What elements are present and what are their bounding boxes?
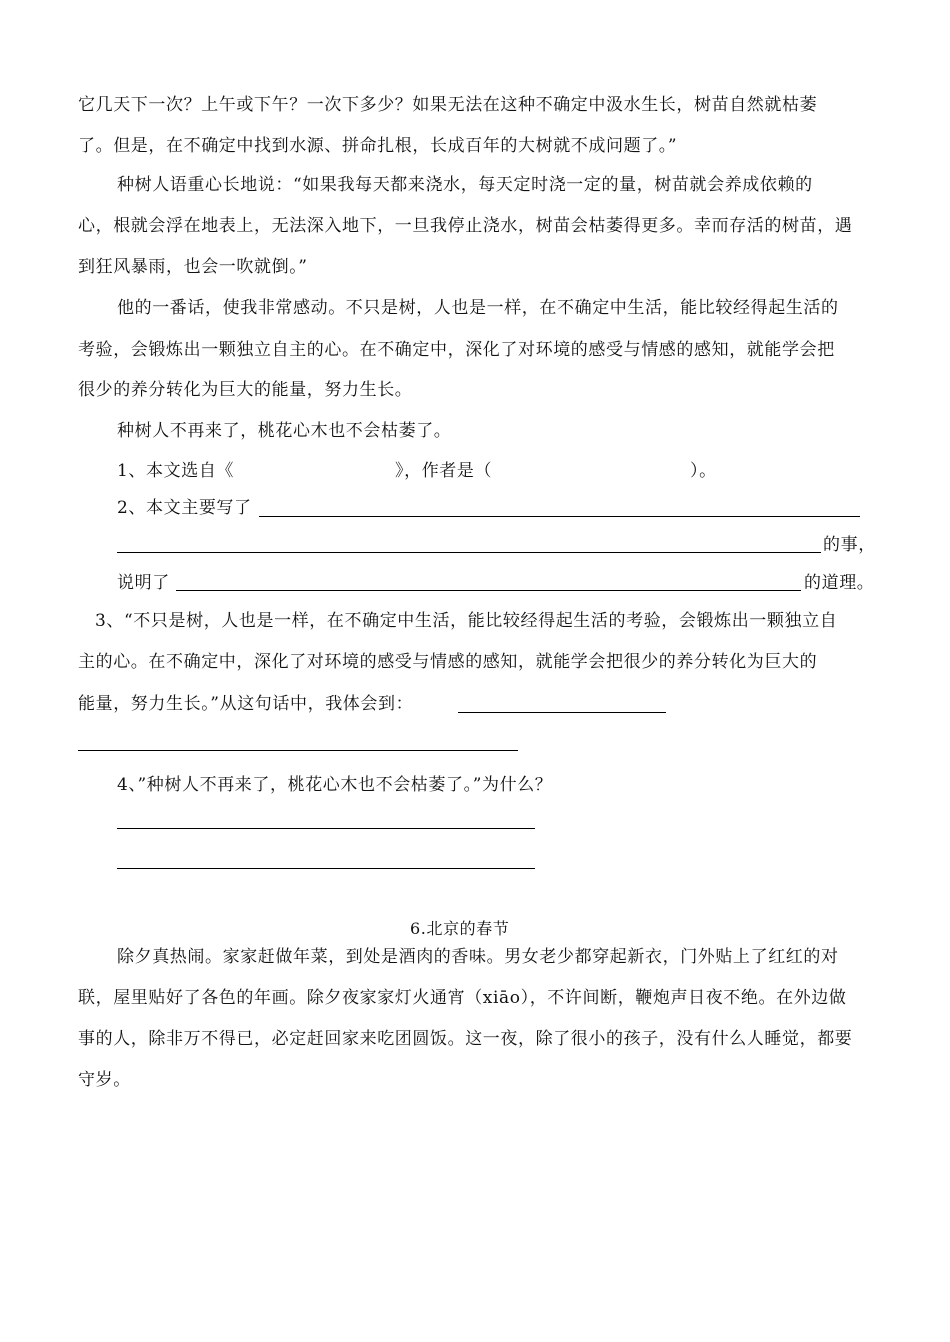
passage-line: 到狂风暴雨，也会一吹就倒。” xyxy=(78,257,308,277)
passage-line: 考验，会锻炼出一颗独立自主的心。在不确定中，深化了对环境的感受与情感的感知，就能学会把 xyxy=(78,340,835,360)
passage-line: 很少的养分转化为巨大的能量，努力生长。 xyxy=(78,380,413,400)
passage-line: 了。但是，在不确定中找到水源、拼命扎根，长成百年的大树就不成问题了。” xyxy=(78,136,678,156)
passage-line: 他的一番话，使我非常感动。不只是树，人也是一样，在不确定中生活，能比较经得起生活的 xyxy=(117,298,839,318)
question-3-text: 3、“不只是树，人也是一样，在不确定中生活，能比较经得起生活的考验，会锻炼出一颗独立自 xyxy=(95,611,838,631)
answer-line[interactable] xyxy=(117,552,821,553)
answer-line[interactable] xyxy=(259,516,860,517)
answer-line[interactable] xyxy=(117,828,535,829)
passage-line: 种树人语重心长地说：“如果我每天都来浇水，每天定时浇一定的量，树苗就会养成依赖的 xyxy=(117,175,813,195)
question-1-label: ）。 xyxy=(690,461,717,481)
question-1-label: 1、本文选自《 xyxy=(117,461,235,481)
passage-line: 除夕真热闹。家家赶做年菜，到处是酒肉的香味。男女老少都穿起新衣，门外贴上了红红的对 xyxy=(117,947,839,967)
question-2-label: 的道理。 xyxy=(804,573,875,593)
passage-line: 它几天下一次？上午或下午？一次下多少？如果无法在这种不确定中汲水生长，树苗自然就枯萎 xyxy=(78,95,818,115)
passage-line: 事的人，除非万不得已，必定赶回家来吃团圆饭。这一夜，除了很小的孩子，没有什么人睡觉，都要 xyxy=(78,1029,853,1049)
question-3-text: 主的心。在不确定中，深化了对环境的感受与情感的感知，就能学会把很少的养分转化为巨大的 xyxy=(78,652,818,672)
passage-line: 心，根就会浮在地表上，无法深入地下，一旦我停止浇水，树苗会枯萎得更多。幸而存活的树苗，遇 xyxy=(78,216,853,236)
passage-line: 种树人不再来了，桃花心木也不会枯萎了。 xyxy=(117,421,452,441)
question-2-label: 说明了 xyxy=(117,573,170,593)
answer-line[interactable] xyxy=(117,868,535,869)
question-2-label: 2、本文主要写了 xyxy=(117,498,252,518)
passage-line: 联，屋里贴好了各色的年画。除夕夜家家灯火通宵（xiāo），不许间断，鞭炮声日夜不绝。在外边做 xyxy=(78,988,847,1008)
answer-line[interactable] xyxy=(458,712,666,713)
question-2-label: 的事， xyxy=(823,535,876,555)
question-4-text: 4、”种树人不再来了，桃花心木也不会枯萎了。”为什么？ xyxy=(117,775,553,795)
question-3-text: 能量，努力生长。”从这句话中，我体会到： xyxy=(78,694,414,714)
passage-line: 守岁。 xyxy=(78,1070,131,1090)
question-1-label: 》，作者是（ xyxy=(395,461,493,481)
answer-line[interactable] xyxy=(176,590,801,591)
answer-line[interactable] xyxy=(78,750,518,751)
passage-title: 6.北京的春节 xyxy=(410,919,510,938)
